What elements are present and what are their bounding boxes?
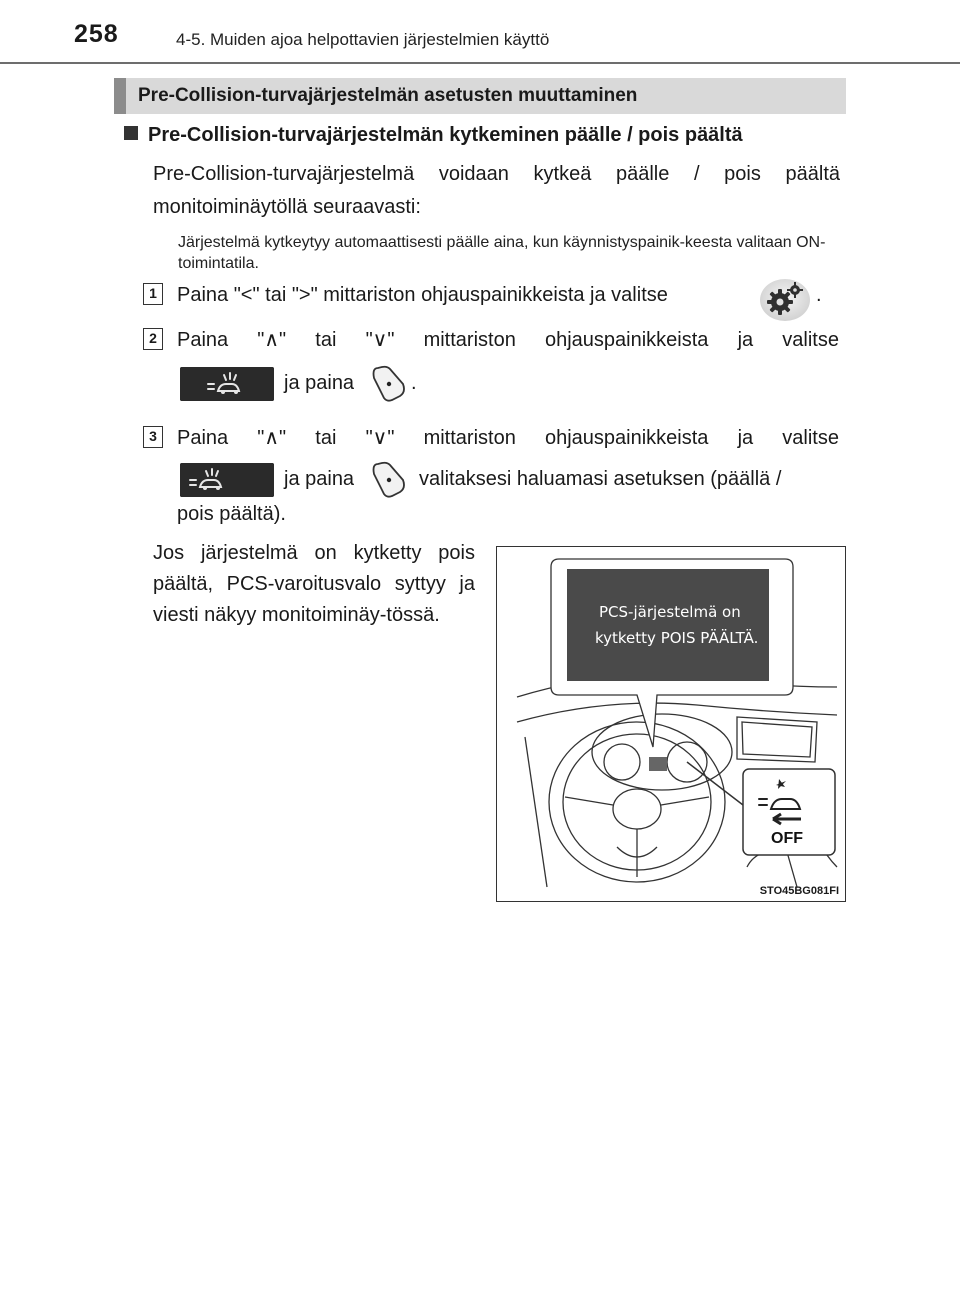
- step-1-text: [177, 279, 839, 312]
- chapter-title: 4-5. Muiden ajoa helpottavien järjestelmien käyttö: [176, 30, 550, 49]
- pcs-menu-icon: [180, 367, 274, 401]
- figure-code: STO45BG081FI: [759, 885, 839, 897]
- step-1-instruction: Paina "<" tai ">" mittariston ohjauspainikkeista ja valitse: [177, 284, 668, 306]
- step-3-mid: ja paina: [284, 468, 355, 490]
- message-line-2: kytketty POIS PÄÄLTÄ.: [595, 629, 759, 647]
- section-banner: [114, 78, 846, 114]
- step-2-end: .: [411, 372, 417, 394]
- step-number: 1: [143, 283, 163, 305]
- step-2-mid-text: ja paina: [284, 372, 355, 394]
- header-divider: [0, 62, 960, 64]
- closing-paragraph: Jos järjestelmä on kytketty pois päältä, PCS-varoitusvalo syttyy ja viesti näkyy monitoiminäy-tössä.: [153, 542, 475, 626]
- square-bullet-icon: [124, 126, 138, 140]
- ok-button-icon: [370, 460, 408, 500]
- step-3-line3: pois päältä).: [177, 503, 286, 525]
- dashboard-drawing: [497, 547, 847, 903]
- pcs-menu-icon: [180, 463, 274, 497]
- step-3-end: valitaksesi haluamasi asetuksen (päällä /: [419, 468, 782, 490]
- page-number: 258: [74, 20, 119, 48]
- off-indicator-label: OFF: [771, 830, 803, 847]
- message-line-1: PCS-järjestelmä on: [599, 603, 741, 621]
- dashboard-illustration: [496, 546, 846, 902]
- step-number: 2: [143, 328, 163, 350]
- gear-icon: [758, 275, 812, 323]
- intro-paragraph: Pre-Collision-turvajärjestelmä voidaan kytkeä päälle / pois päältä monitoiminäytöllä seuraavasti:: [153, 163, 840, 218]
- step-1-period: .: [816, 284, 822, 306]
- step-number: 3: [143, 426, 163, 448]
- section-banner-title: Pre-Collision-turvajärjestelmän asetusten muuttaminen: [138, 85, 638, 106]
- step-2-line1: Paina "∧" tai "∨" mittariston ohjauspainikkeista ja valitse: [177, 329, 839, 351]
- note-paragraph: Järjestelmä kytkeytyy automaattisesti päälle aina, kun käynnistyspainik-keesta valitaan ON-toimintatila.: [178, 234, 826, 272]
- step-3-line1: Paina "∧" tai "∨" mittariston ohjauspainikkeista ja valitse: [177, 427, 839, 449]
- ok-button-icon: [370, 364, 408, 404]
- subheading-text: Pre-Collision-turvajärjestelmän kytkeminen päälle / pois päältä: [148, 124, 743, 146]
- subheading: [124, 124, 743, 147]
